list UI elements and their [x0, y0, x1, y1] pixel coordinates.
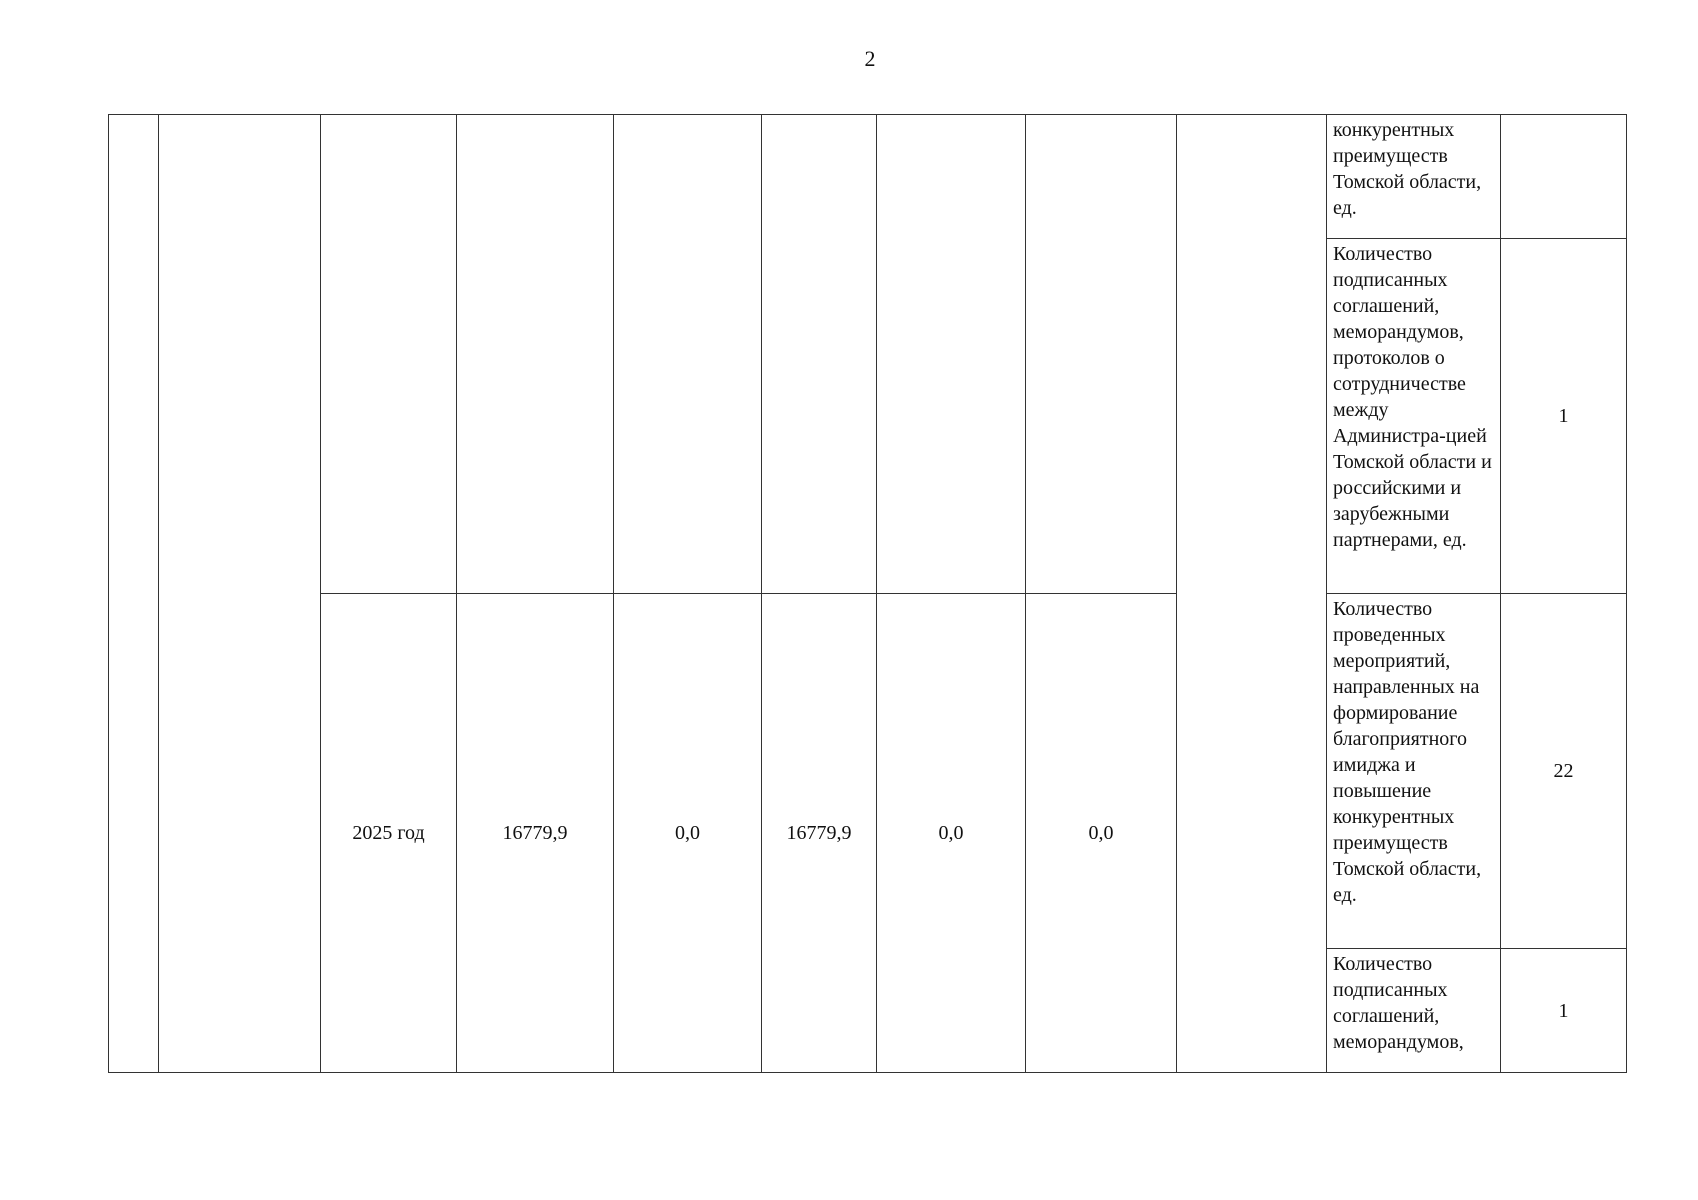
- page-number: 2: [864, 46, 876, 71]
- year-cell-top: [321, 115, 457, 594]
- activity-name-cell: [159, 115, 321, 1073]
- regional-value: 16779,9: [762, 594, 877, 1073]
- total-cell-top: [457, 115, 614, 594]
- row-number-cell: [109, 115, 159, 1073]
- indicator-name: конкурентных преимуществ Томской области, ед.: [1327, 115, 1501, 239]
- indicator-value: [1501, 115, 1627, 239]
- program-table: [108, 114, 1627, 1073]
- year-label: 2025 год: [321, 594, 457, 1073]
- extra-cell-top: [1026, 115, 1177, 594]
- executor-cell: [1177, 115, 1327, 1073]
- indicator-name: Количество подписанных соглашений, меморандумов, протоколов о сотрудничестве между Администра-цией Томской области и российскими и зарубежными партнерами, ед.: [1327, 239, 1501, 594]
- total-value: 16779,9: [457, 594, 614, 1073]
- indicator-value: 22: [1501, 594, 1627, 949]
- regional-cell-top: [762, 115, 877, 594]
- local-cell-top: [877, 115, 1026, 594]
- local-value: 0,0: [877, 594, 1026, 1073]
- extra-value: 0,0: [1026, 594, 1177, 1073]
- indicator-value: 1: [1501, 949, 1627, 1073]
- indicator-name: Количество подписанных соглашений, меморандумов,: [1327, 949, 1501, 1073]
- indicator-value: 1: [1501, 239, 1627, 594]
- federal-cell-top: [614, 115, 762, 594]
- federal-value: 0,0: [614, 594, 762, 1073]
- indicator-name: Количество проведенных мероприятий, направленных на формирование благоприятного имиджа и повышение конкурентных преимуществ Томской области, ед.: [1327, 594, 1501, 949]
